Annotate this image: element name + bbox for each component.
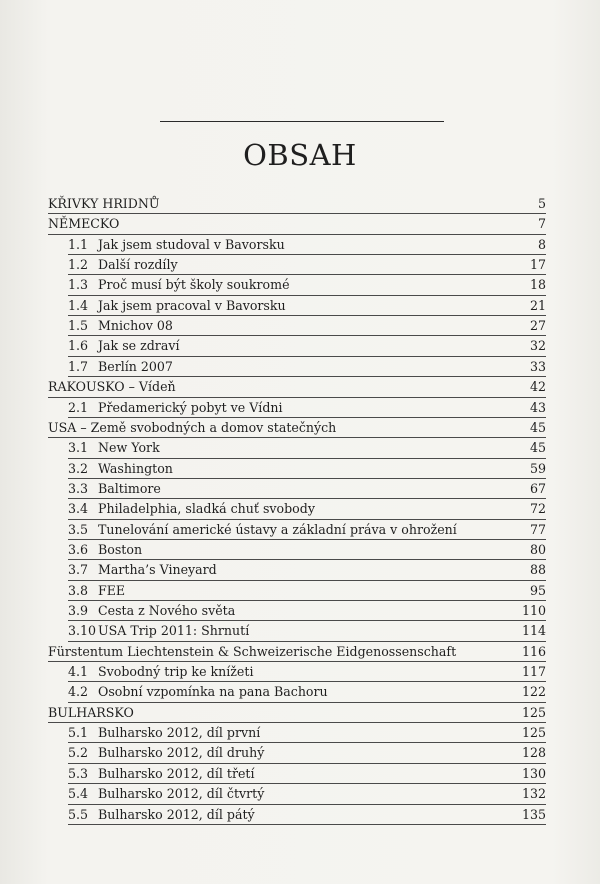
toc-subsection-entry (68, 784, 546, 804)
toc-page-number: 5 (537, 196, 546, 211)
toc-entry-number: 1.2 (68, 257, 89, 273)
toc-subsection-entry (68, 682, 546, 702)
toc-page-number: 125 (521, 725, 546, 741)
toc-page-number: 128 (521, 745, 546, 761)
toc-subsection-entry (68, 743, 546, 763)
toc-subsection-entry (68, 764, 546, 784)
toc-page-number: 8 (537, 236, 546, 252)
toc-entry-label: KŘIVKY HRIDNŮ (48, 196, 160, 211)
toc-subsection-entry (68, 520, 546, 540)
toc-entry-label: New York (98, 440, 160, 456)
toc-entry-number: 3.5 (68, 521, 89, 537)
toc-entry-label: Baltimore (98, 480, 161, 496)
toc-subsection-entry (68, 479, 546, 499)
toc-page-number: 72 (529, 501, 546, 517)
toc-entry-number: 4.2 (68, 684, 89, 700)
toc-entry-label: Bulharsko 2012, díl třetí (98, 765, 255, 781)
toc-entry-label: Washington (98, 460, 173, 476)
toc-entry-number: 3.6 (68, 541, 89, 557)
toc-entry-number: 5.3 (68, 765, 89, 781)
toc-page-number: 110 (521, 603, 546, 618)
toc-page-number: 95 (529, 582, 546, 598)
toc-entry-number: 5.1 (68, 725, 89, 741)
toc-entry-number: 1.7 (68, 358, 89, 374)
toc-section-entry (48, 377, 546, 397)
toc-entry-label: Předamerický pobyt ve Vídni (98, 399, 283, 415)
toc-entry-number: 3.10 (68, 623, 97, 639)
toc-entry-label: RAKOUSKO – Vídeň (48, 379, 176, 395)
toc-page-number: 17 (529, 257, 546, 273)
toc-entry-number: 3.3 (68, 480, 89, 496)
toc-entry-number: 1.1 (68, 236, 89, 252)
toc-subsection-entry (68, 235, 546, 255)
toc-subsection-entry (68, 581, 546, 601)
toc-entry-label: FEE (98, 582, 126, 598)
page-title: OBSAH (243, 138, 357, 172)
toc-entry-label: Jak jsem pracoval v Bavorsku (98, 297, 286, 313)
toc-entry-label: Bulharsko 2012, díl druhý (98, 745, 265, 761)
toc-section-entry (48, 214, 546, 234)
toc-page-number: 135 (521, 806, 546, 822)
toc-subsection-entry (68, 357, 546, 377)
toc-page-number: 32 (529, 338, 546, 354)
toc-entry-label: Bulharsko 2012, díl první (98, 725, 261, 741)
toc-entry-label: NĚMECKO (48, 216, 120, 232)
toc-entry-label: Jak jsem studoval v Bavorsku (98, 236, 285, 252)
toc-entry-number: 1.4 (68, 297, 89, 313)
toc-section-entry (48, 418, 546, 438)
toc-entry-label: Proč musí být školy soukromé (98, 277, 290, 293)
toc-page-number: 125 (521, 704, 546, 720)
toc-subsection-entry (68, 459, 546, 479)
toc-page-number: 43 (529, 399, 546, 415)
toc-subsection-entry (68, 398, 546, 418)
toc-page-number: 80 (529, 541, 546, 557)
toc-page-number: 42 (529, 379, 546, 395)
toc-entry-number: 3.4 (68, 501, 89, 517)
toc-page-number: 45 (529, 419, 546, 435)
toc-entry-number: 3.2 (68, 460, 89, 476)
toc-page-number: 33 (529, 358, 546, 374)
toc-page-number: 18 (529, 277, 546, 293)
toc-subsection-entry (68, 560, 546, 580)
toc-subsection-entry (68, 601, 546, 621)
toc-separator-line (68, 824, 546, 825)
toc-page-number: 7 (537, 216, 546, 232)
toc-entry-number: 1.3 (68, 277, 89, 293)
toc-entry-label: Bulharsko 2012, díl pátý (98, 806, 255, 822)
toc-entry-number: 5.2 (68, 745, 89, 761)
toc-page-number: 59 (529, 460, 546, 476)
toc-entry-label: Svobodný trip ke knížeti (98, 664, 254, 680)
toc-subsection-entry (68, 805, 546, 825)
toc-page-number: 88 (529, 562, 546, 578)
toc-entry-number: 3.9 (68, 603, 89, 618)
toc-subsection-entry (68, 723, 546, 743)
toc-entry-number: 3.8 (68, 582, 89, 598)
toc-entry-label: Další rozdíly (98, 257, 178, 273)
toc-subsection-entry (68, 296, 546, 316)
toc-subsection-entry (68, 275, 546, 295)
toc-subsection-entry (68, 621, 546, 641)
toc-entry-label: Mnichov 08 (98, 318, 173, 334)
toc-entry-label: Fürstentum Liechtenstein & Schweizerische Eidgenossenschaft (48, 643, 457, 659)
toc-entry-number: 1.5 (68, 318, 89, 334)
toc-entry-label: Martha’s Vineyard (98, 562, 217, 578)
toc-subsection-entry (68, 438, 546, 458)
toc-page-number: 45 (529, 440, 546, 456)
toc-entry-label: USA – Země svobodných a domov statečných (48, 419, 337, 435)
toc-entry-label: Cesta z Nového světa (98, 603, 236, 618)
toc-subsection-entry (68, 255, 546, 275)
toc-entry-label: Boston (98, 541, 143, 557)
toc-entry-number: 5.4 (68, 786, 89, 802)
toc-section-entry (48, 194, 546, 214)
toc-section-entry (48, 703, 546, 723)
toc-page-number: 130 (521, 765, 546, 781)
toc-entry-label: Tunelování americké ústavy a základní práva v ohrožení (98, 521, 457, 537)
toc-entry-label: Berlín 2007 (98, 358, 173, 374)
toc-entry-label: Osobní vzpomínka na pana Bachoru (98, 684, 328, 700)
toc-page-number: 117 (521, 664, 546, 680)
toc-entry-label: USA Trip 2011: Shrnutí (98, 623, 250, 639)
toc-subsection-entry (68, 316, 546, 336)
toc-entry-label: Bulharsko 2012, díl čtvrtý (98, 786, 265, 802)
toc-page-number: 21 (529, 297, 546, 313)
toc-section-entry (48, 642, 546, 662)
toc-subsection-entry (68, 662, 546, 682)
toc-entry-label: BULHARSKO (48, 704, 134, 720)
toc-entry-number: 1.6 (68, 338, 89, 354)
toc-page-number: 122 (521, 684, 546, 700)
toc-page-number: 67 (529, 480, 546, 496)
toc-entry-label: Philadelphia, sladká chuť svobody (98, 501, 315, 517)
toc-entry-number: 5.5 (68, 806, 89, 822)
toc-entry-number: 3.1 (68, 440, 89, 456)
toc-page-number: 116 (521, 643, 546, 659)
toc-entry-number: 2.1 (68, 399, 89, 415)
toc-subsection-entry (68, 540, 546, 560)
toc-subsection-entry (68, 499, 546, 519)
title-rule (160, 121, 444, 122)
toc-page-number: 132 (521, 786, 546, 802)
toc-page-number: 27 (529, 318, 546, 334)
toc-page-number: 114 (521, 623, 546, 639)
toc-entry-number: 3.7 (68, 562, 89, 578)
toc-entry-number: 4.1 (68, 664, 89, 680)
toc-subsection-entry (68, 336, 546, 356)
toc-page-number: 77 (529, 521, 546, 537)
toc-entry-label: Jak se zdraví (98, 338, 180, 354)
